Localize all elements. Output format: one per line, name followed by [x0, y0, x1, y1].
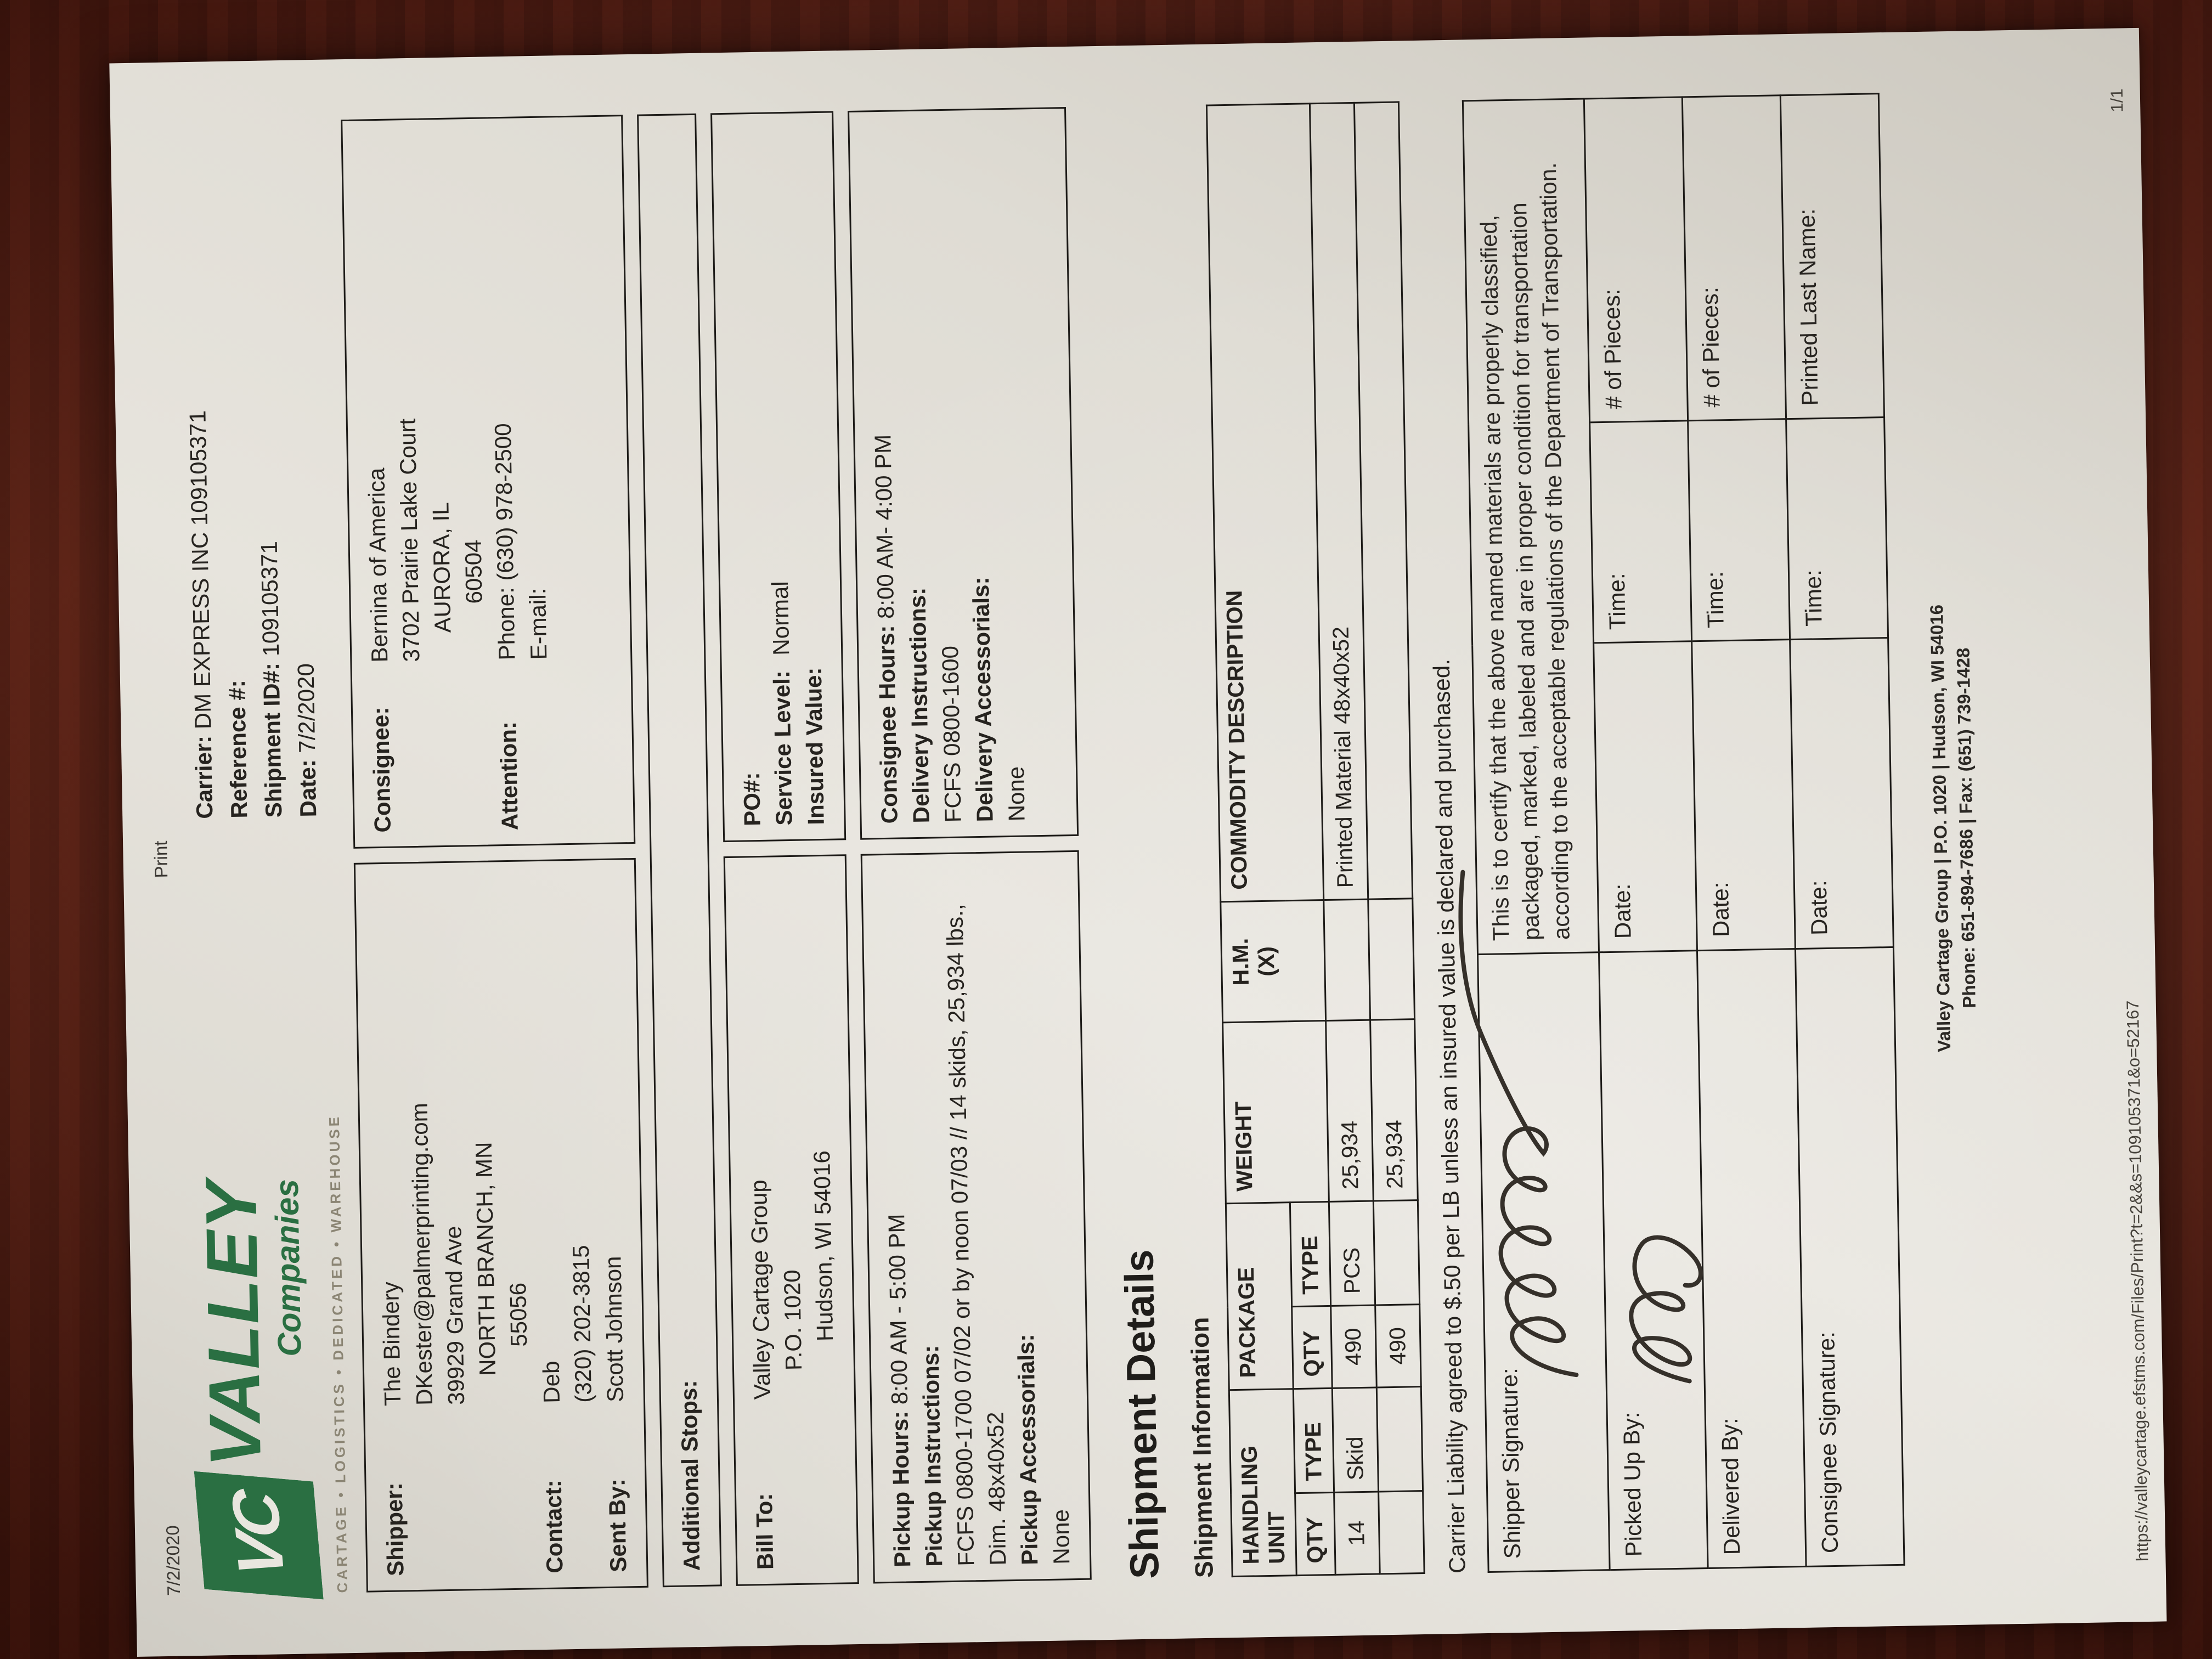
shipper-address: The Bindery DKester@palmerprinting.com 39929 Grand Ave NORTH BRANCH, MN 55056 — [377, 1102, 532, 1407]
picked-up-by-cell: Picked Up By: — [1599, 950, 1708, 1570]
consignee-box — [341, 115, 636, 849]
shipment-total-row: 490 25,934 — [1354, 102, 1424, 1574]
shipper-signature-label: Shipper Signature: — [1496, 1367, 1525, 1559]
reference-line: Reference #: — [223, 680, 252, 819]
commodity-header: COMMODITY DESCRIPTION — [1207, 104, 1324, 902]
print-title: Print — [150, 840, 172, 878]
pickup-accessorials-label: Pickup Accessorials: — [1012, 1334, 1042, 1565]
contact-info: Deb (320) 202-3815 — [538, 1245, 597, 1404]
signature-table: Shipper Signature: This is to certify that the above named materials are properly classified, packaged, marked, labeled and are in proper condition for transportation according to the acceptable regulations of the Department of Transportation. Picked Up By: Date: Time: # of Pieces: Delivered By: Date: Time: # of Pieces: Consignee Signature: Date: Time: Printed Last Name: — [1462, 93, 1905, 1573]
pkg-qty-header: QTY — [1292, 1306, 1332, 1389]
delivery-accessorials: None — [1002, 766, 1030, 822]
po-label: PO#: — [738, 772, 765, 827]
pickup-instructions-label: Pickup Instructions: — [917, 1345, 947, 1567]
consignee-contact: Phone: (630) 978-2500 E-mail: — [490, 423, 552, 661]
delivered-by-cell: Delivered By: — [1697, 949, 1806, 1568]
additional-stops-box — [637, 114, 722, 1587]
consignee-address: Bernina of America 3702 Prairie Lake Court AURORA, IL 60504 — [363, 418, 487, 663]
bill-to-label: Bill To: — [751, 1493, 778, 1570]
hu-qty-header: QTY — [1295, 1492, 1335, 1575]
pickup-box: Pickup Hours: 8:00 AM - 5:00 PM Pickup Instructions: FCFS 0800-1700 07/02 or by noon 07/03 // 14 skids, 25,934 lbs., Dim. 48x40x52 Pickup Accessorials: None — [861, 850, 1092, 1583]
logo-tagline: CARTAGE • LOGISTICS • DEDICATED • WAREHOUSE — [325, 1114, 351, 1593]
package-header: PACKAGE — [1226, 1203, 1294, 1390]
logo-companies-text: Companies — [268, 1178, 308, 1357]
delivery-box: Consignee Hours: 8:00 AM- 4:00 PM Delivery Instructions: FCFS 0800-1600 Delivery Accessorials: None — [848, 107, 1079, 840]
handling-unit-header: HANDLING UNIT — [1229, 1389, 1296, 1577]
order-info-box — [710, 111, 846, 842]
pickup-instructions: FCFS 0800-1700 07/02 or by noon 07/03 // 14 skids, 25,934 lbs., Dim. 48x40x52 — [941, 904, 1011, 1567]
shipment-details-title: Shipment Details — [1115, 1249, 1167, 1579]
hu-type-header: TYPE — [1294, 1388, 1334, 1493]
logo-mark-letters: VC — [218, 1490, 299, 1581]
shipper-signature-cell — [1477, 952, 1610, 1572]
consignee-signature-cell: Consignee Signature: — [1795, 947, 1904, 1566]
letterhead — [175, 120, 353, 1595]
valley-logo-mark-icon — [194, 1471, 323, 1600]
contact-label: Contact: — [540, 1479, 568, 1574]
carrier-liability-note: Carrier Liability agreed to $.50 per LB unless an insured value is declared and purchased. — [1428, 658, 1470, 1574]
page-number: 1/1 — [2107, 88, 2127, 112]
company-footer: Valley Cartage Group | P.O. 1020 | Hudson, WI 54016 Phone: 651-894-7686 | Fax: (651) 739-1428 — [1926, 604, 1980, 1053]
attention-label: Attention: — [495, 721, 523, 831]
delivery-instructions-label: Delivery Instructions: — [904, 587, 934, 823]
delivery-accessorials-label: Delivery Accessorials: — [967, 577, 998, 822]
shipment-table — [1206, 101, 1425, 1577]
print-date: 7/2/2020 — [162, 1525, 184, 1596]
document-page — [109, 28, 2166, 1657]
certification-text: This is to certify that the above named materials are properly classified, packaged, marked, labeled and are in proper condition for transportation according to the acceptable regulations of the Department of Transportation. — [1463, 99, 1599, 954]
print-url: https://valleycartage.efstms.com/Files/Print?t=2&&s=109105371&o=52167 — [2123, 1000, 2152, 1562]
shipment-information-subtitle: Shipment Information — [1185, 1317, 1218, 1578]
pkg-type-header: TYPE — [1290, 1201, 1330, 1306]
additional-stops-label: Additional Stops: — [675, 1380, 705, 1571]
insured-value-label: Insured Value: — [800, 667, 829, 826]
carrier-line: Carrier: DM EXPRESS INC 109105371 — [184, 410, 217, 820]
delivery-instructions: FCFS 0800-1600 — [936, 645, 966, 823]
shipper-label: Shipper: — [381, 1482, 409, 1577]
bill-to-address: Valley Cartage Group P.O. 1020 Hudson, WI 54016 — [745, 1150, 838, 1400]
date-line: Date: 7/2/2020 — [292, 663, 321, 817]
shipper-box — [354, 858, 648, 1592]
sent-by-value: Scott Johnson — [600, 1256, 629, 1403]
logo-valley-text: VALLEY — [190, 1179, 276, 1468]
sent-by-label: Sent By: — [603, 1478, 631, 1573]
valley-logo — [192, 1114, 352, 1595]
service-level-label: Service Level: — [768, 670, 797, 826]
carrier-info-block — [175, 120, 325, 819]
shipment-row: 14 Skid 490 PCS 25,934 Printed Material 48x40x52 — [1310, 103, 1380, 1575]
shipment-id-line: Shipment ID#: 109105371 — [256, 540, 286, 818]
pickup-accessorials: None — [1047, 1509, 1074, 1565]
print-footer — [2106, 88, 2155, 1561]
weight-header: WEIGHT — [1223, 1021, 1329, 1204]
consignee-label: Consignee: — [368, 707, 396, 833]
hm-header: H.M. (X) — [1221, 900, 1325, 1023]
service-level-value: Normal — [766, 580, 794, 656]
bill-to-box — [724, 855, 859, 1586]
